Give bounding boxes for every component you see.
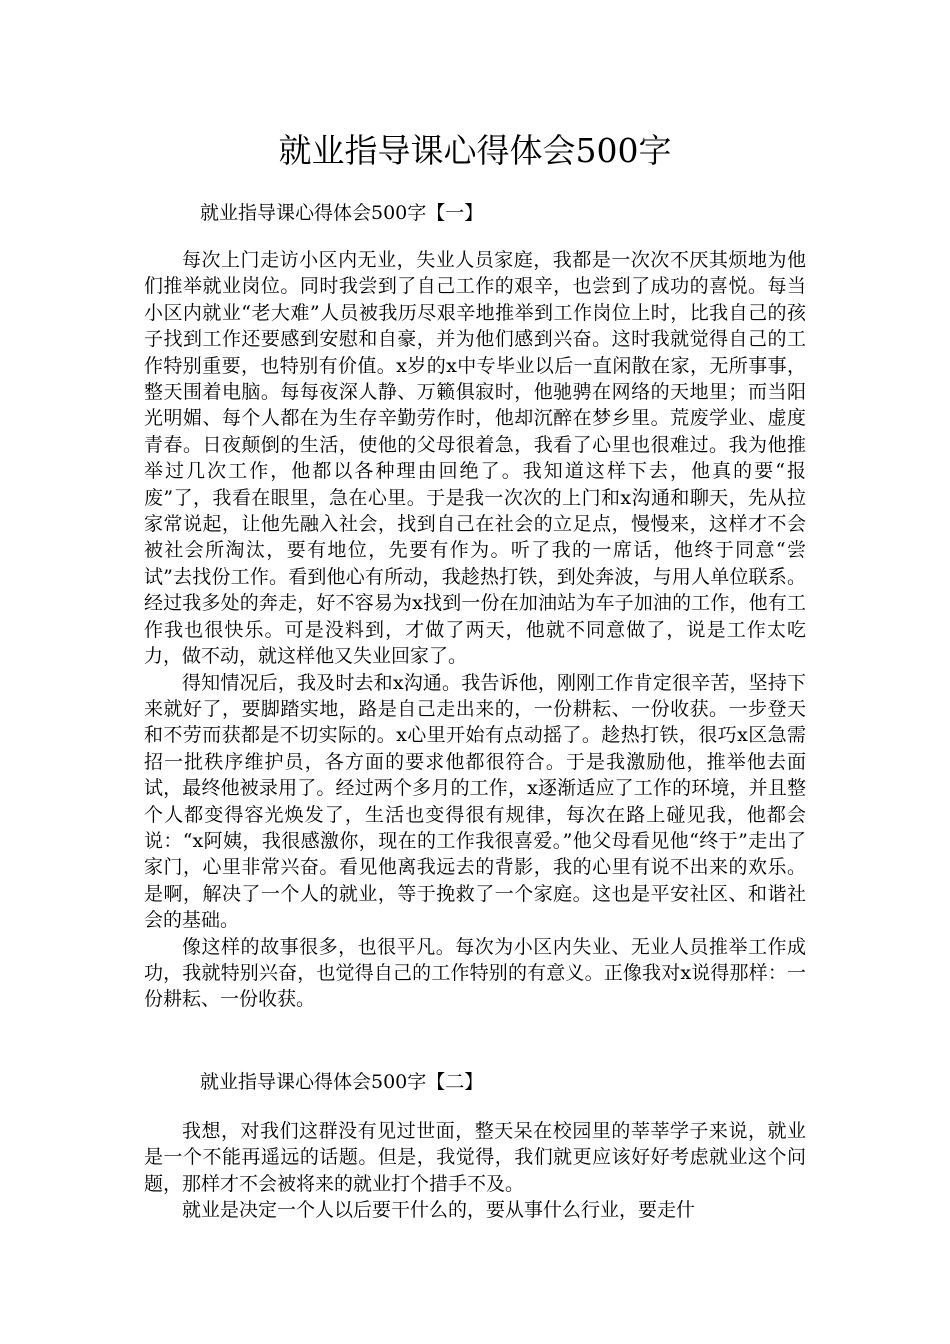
paragraph: 得知情况后，我及时去和x沟通。我告诉他，刚刚工作肯定很辛苦，坚持下来就好了，要脚踏实地，路是自己走出来的，一份耕耘、一份收获。一步登天和不劳而获都是不切实际的。x心里开始有点动摇了。趁热打铁，很巧x区急需招一批秩序维护员，各方面的要求他都很符合。于是我激励他，推举他去面试，最终他被录用了。经过两个多月的工作，x逐渐适应了工作的环境，并且整个人都变得容光焕发了，生活也变得很有规律，每次在路上碰见我，他都会说：“x阿姨，我很感激你，现在的工作我很喜爱。”他父母看见他“终于”走出了家门，心里非常兴奋。看见他离我远去的背影，我的心里有说不出来的欢乐。是啊，解决了一个人的就业，等于挽救了一个家庭。这也是平安社区、和谐社会的基础。 xyxy=(144,671,806,932)
paragraph: 像这样的故事很多，也很平凡。每次为小区内失业、无业人员推举工作成功，我就特别兴奋，也觉得自己的工作特别的有意义。正像我对x说得那样：一份耕耘、一份收获。 xyxy=(144,935,806,1011)
document-title: 就业指导课心得体会500字 xyxy=(278,131,672,170)
section-2-body xyxy=(144,1118,806,1224)
paragraph: 每次上门走访小区内无业，失业人员家庭，我都是一次次不厌其烦地为他们推举就业岗位。同时我尝到了自己工作的艰辛，也尝到了成功的喜悦。每当小区内就业“老大难”人员被我历尽艰辛地推举到工作岗位上时，比我自己的孩子找到工作还要感到安慰和自豪，并为他们感到兴奋。这时我就觉得自己的工作特别重要，也特别有价值。x岁的x中专毕业以后一直闲散在家，无所事事，整天围着电脑。每每夜深人静、万籁俱寂时，他驰骋在网络的天地里；而当阳光明媚、每个人都在为生存辛勤劳作时，他却沉醉在梦乡里。荒废学业、虚度青春。日夜颠倒的生活，使他的父母很着急，我看了心里也很难过。我为他推举过几次工作，他都以各种理由回绝了。我知道这样下去，他真的要“报废”了，我看在眼里，急在心里。于是我一次次的上门和x沟通和聊天，先从拉家常说起，让他先融入社会，找到自己在社会的立足点，慢慢来，这样才不会被社会所淘汰，要有地位，先要有作为。听了我的一席话，他终于同意“尝试”去找份工作。看到他心有所动，我趁热打铁，到处奔波，与用人单位联系。经过我多处的奔走，好不容易为x找到一份在加油站为车子加油的工作，他有工作我也很快乐。可是没料到，才做了两天，他就不同意做了，说是工作太吃力，做不动，就这样他又失业回家了。 xyxy=(144,249,806,668)
section-heading-1: 就业指导课心得体会500字【一】 xyxy=(200,202,484,224)
paragraph: 就业是决定一个人以后要干什么的，要从事什么行业，要走什 xyxy=(182,1199,696,1222)
section-1-body xyxy=(144,247,806,1013)
section-heading-2: 就业指导课心得体会500字【二】 xyxy=(200,1071,484,1093)
paragraph: 我想，对我们这群没有见过世面，整天呆在校园里的莘莘学子来说，就业是一个不能再遥远的话题。但是，我觉得，我们就更应该好好考虑就业这个问题，那样才不会被将来的就业打个措手不及。 xyxy=(144,1120,806,1195)
